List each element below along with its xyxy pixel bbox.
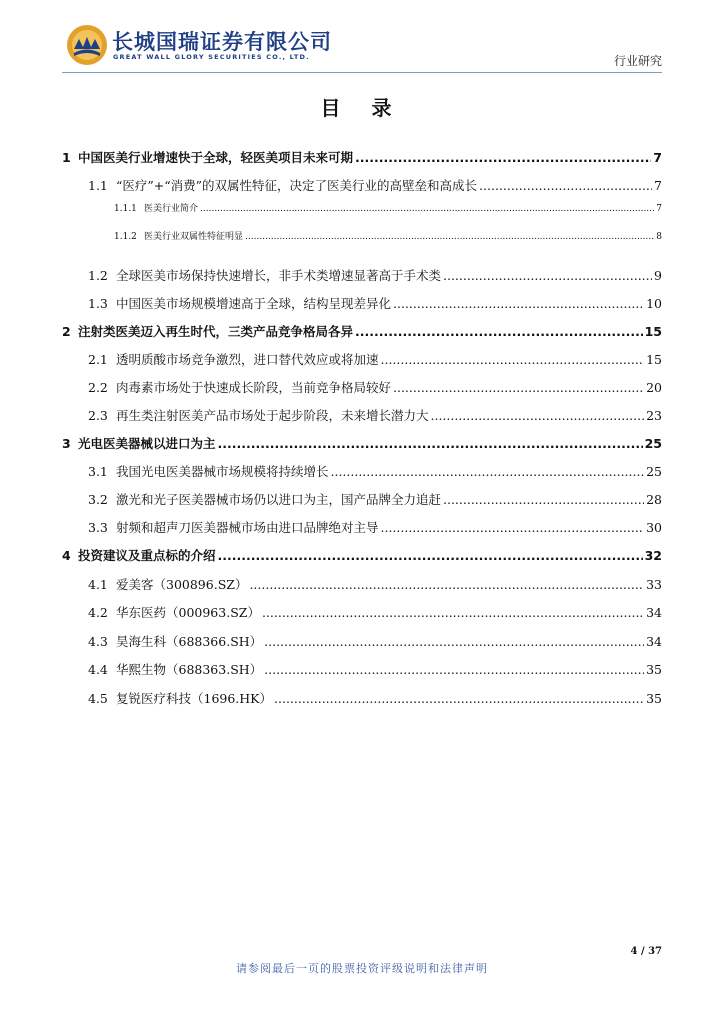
toc-leader-dots (218, 548, 643, 563)
toc-entry-page: 33 (646, 577, 662, 592)
toc-entry-number: 1 (62, 150, 71, 165)
toc-entry-page: 34 (646, 634, 662, 649)
toc-entry-title: 光电医美器械以进口为主 (78, 436, 216, 451)
toc-entry-number: 1.1.2 (114, 232, 137, 242)
toc-leader-dots (443, 268, 652, 283)
toc-entry-title: 射频和超声刀医美器械市场由进口品牌绝对主导 (116, 520, 379, 535)
toc-entry[interactable] (62, 378, 662, 396)
toc-entry[interactable] (62, 148, 662, 166)
toc-entry-page: 7 (653, 150, 662, 165)
toc-entry[interactable] (62, 462, 662, 480)
toc-leader-dots (431, 408, 645, 423)
toc-entry-number: 2.1 (88, 352, 108, 367)
toc-entry-title: 我国光电医美器械市场规模将持续增长 (116, 464, 329, 479)
toc-title: 目 录 (320, 96, 404, 120)
toc-leader-dots (245, 232, 654, 242)
toc-entry-title: 医美行业简介 (144, 204, 199, 214)
toc-entry-number: 1.2 (88, 268, 108, 283)
toc-entry-number: 2 (62, 324, 71, 339)
toc-entry-title: 复锐医疗科技（1696.HK） (116, 691, 273, 706)
toc-leader-dots (274, 691, 644, 706)
toc-entry-page: 34 (646, 605, 662, 620)
toc-entry-title: 肉毒素市场处于快速成长阶段，当前竞争格局较好 (116, 380, 392, 395)
toc-entry[interactable] (62, 603, 662, 621)
toc-entry[interactable] (62, 490, 662, 508)
toc-entry-title: 昊海生科（688366.SH） (116, 634, 263, 649)
toc-leader-dots (393, 380, 644, 395)
toc-entry-number: 4.4 (88, 662, 108, 677)
toc-leader-dots (264, 634, 644, 649)
toc-entry[interactable] (62, 322, 662, 340)
toc-entry[interactable] (62, 406, 662, 424)
toc-entry[interactable] (62, 266, 662, 284)
toc-entry-number: 3.3 (88, 520, 108, 535)
toc-leader-dots (381, 352, 645, 367)
toc-entry-number: 3.2 (88, 492, 108, 507)
toc-entry[interactable] (62, 434, 662, 452)
toc-leader-dots (249, 577, 644, 592)
toc-entry[interactable] (62, 518, 662, 536)
toc-leader-dots (355, 150, 651, 165)
toc-leader-dots (479, 178, 652, 193)
footer-disclaimer: 请参阅最后一页的股票投资评级说明和法律声明 (236, 962, 488, 975)
toc-entry[interactable] (62, 660, 662, 678)
toc-entry-title: 华熙生物（688363.SH） (116, 662, 263, 677)
header-divider (62, 72, 662, 73)
toc-leader-dots (262, 605, 644, 620)
toc-leader-dots (218, 436, 643, 451)
toc-entry-page: 23 (646, 408, 662, 423)
toc-entry-number: 1.1 (88, 178, 108, 193)
brand-name-cn: 长城国瑞证券有限公司 (112, 30, 332, 54)
toc-entry-title: 全球医美市场保持快速增长，非手术类增速显著高于手术类 (116, 268, 442, 283)
toc-entry-page: 20 (646, 380, 662, 395)
toc-entry[interactable] (62, 294, 662, 312)
toc-entry-page: 35 (646, 662, 662, 677)
toc-entry-page: 7 (654, 178, 662, 193)
page-header (0, 0, 724, 80)
toc-entry[interactable] (62, 632, 662, 650)
toc-entry-title: 透明质酸市场竞争激烈，进口替代效应或将加速 (116, 352, 379, 367)
toc-entry-page: 32 (644, 548, 662, 563)
toc-entry-number: 3 (62, 436, 71, 451)
toc-entry-title: 投资建议及重点标的介绍 (78, 548, 216, 563)
toc-entry-page: 10 (646, 296, 662, 311)
toc-entry-page: 9 (654, 268, 662, 283)
toc-leader-dots (355, 324, 643, 339)
toc-entry-number: 2.2 (88, 380, 108, 395)
toc-entry-title: 激光和光子医美器械市场仍以进口为主，国产品牌全力追赶 (116, 492, 442, 507)
toc-entry[interactable] (62, 229, 662, 242)
toc-entry-number: 4 (62, 548, 71, 563)
toc-entry-title: 再生类注射医美产品市场处于起步阶段，未来增长潜力大 (116, 408, 429, 423)
toc-entry-number: 1.1.1 (114, 204, 137, 214)
section-label: 行业研究 (613, 54, 662, 68)
toc-entry-number: 4.2 (88, 605, 108, 620)
toc-leader-dots (381, 520, 645, 535)
toc-entry-page: 15 (644, 324, 662, 339)
toc-entry-page: 28 (646, 492, 662, 507)
toc-entry-page: 25 (646, 464, 662, 479)
toc-entry-page: 7 (656, 204, 662, 214)
toc-entry[interactable] (62, 689, 662, 707)
toc-entry-number: 4.1 (88, 577, 108, 592)
toc-leader-dots (393, 296, 644, 311)
toc-entry-title: “医疗”+“消费”的双属性特征，决定了医美行业的高壁垒和高成长 (116, 178, 478, 193)
brand-name-en: GREAT WALL GLORY SECURITIES CO., LTD. (113, 53, 310, 61)
toc-leader-dots (200, 204, 654, 214)
company-logo-icon (66, 24, 108, 66)
toc-entry[interactable] (62, 575, 662, 593)
toc-entry-page: 30 (646, 520, 662, 535)
toc-entry-page: 15 (646, 352, 662, 367)
toc-entry[interactable] (62, 546, 662, 564)
toc-entry-number: 4.5 (88, 691, 108, 706)
toc-entry-page: 35 (646, 691, 662, 706)
toc-leader-dots (443, 492, 644, 507)
toc-entry-title: 爱美客（300896.SZ） (116, 577, 248, 592)
toc-leader-dots (331, 464, 645, 479)
toc-entry-title: 医美行业双属性特征明显 (144, 232, 244, 242)
toc-entry-number: 4.3 (88, 634, 108, 649)
toc-entry-page: 8 (656, 232, 662, 242)
toc-entry[interactable] (62, 201, 662, 214)
toc-entry[interactable] (62, 176, 662, 194)
toc-entry-number: 1.3 (88, 296, 108, 311)
toc-entry-page: 25 (644, 436, 662, 451)
toc-entry-title: 华东医药（000963.SZ） (116, 605, 260, 620)
toc-entry[interactable] (62, 350, 662, 368)
page-number: 4 / 37 (630, 946, 662, 957)
toc-leader-dots (264, 662, 644, 677)
toc-entry-number: 2.3 (88, 408, 108, 423)
toc-entry-title: 中国医美市场规模增速高于全球，结构呈现差异化 (116, 296, 392, 311)
toc-entry-title: 注射类医美迈入再生时代，三类产品竞争格局各异 (78, 324, 354, 339)
toc-entry-title: 中国医美行业增速快于全球，轻医美项目未来可期 (78, 150, 354, 165)
toc-entry-number: 3.1 (88, 464, 108, 479)
